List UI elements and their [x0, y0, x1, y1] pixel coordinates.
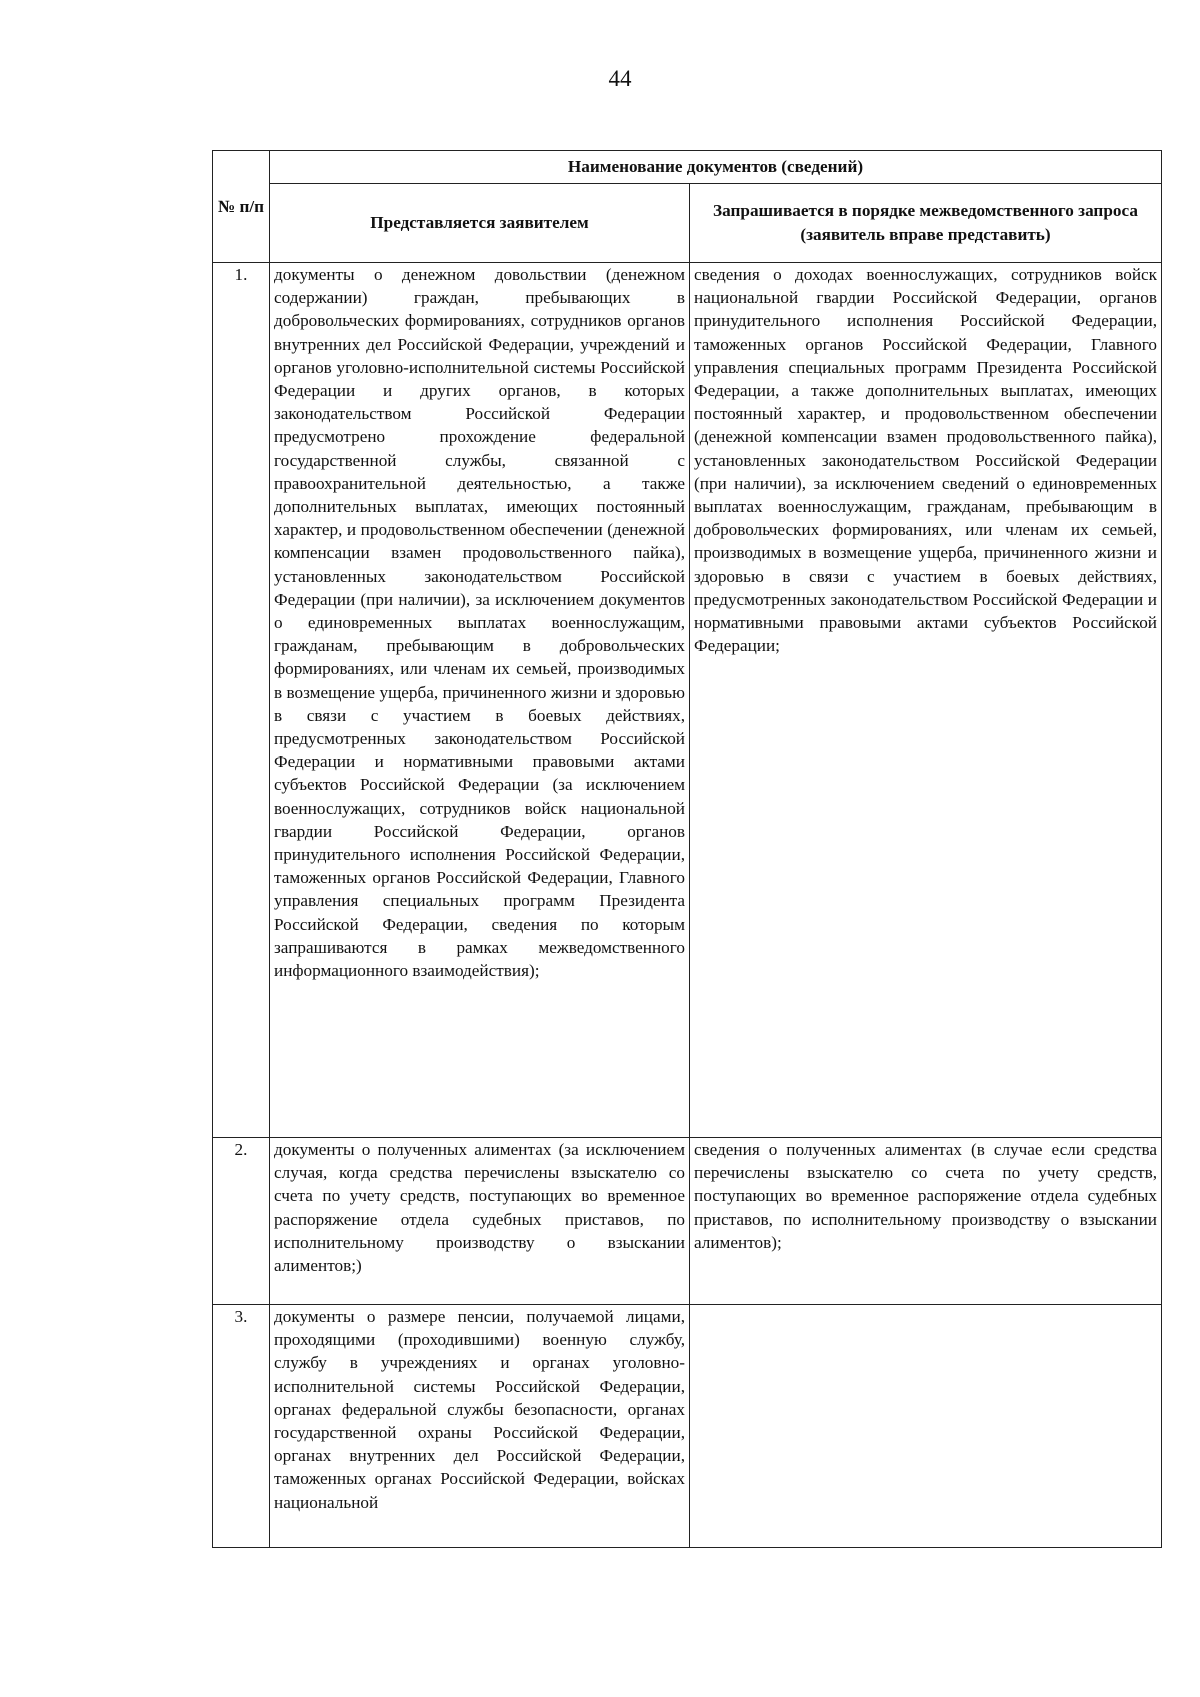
- header-provided-by-applicant: Представляется заявителем: [270, 184, 690, 263]
- row-left-text: документы о полученных алиментах (за исключением случая, когда средства перечислены взыскателю со счета по учету средств, поступающих во временное распоряжение отдела судебных приставов, по исполнительному производству о взыскании алиментов;): [270, 1138, 690, 1305]
- table-header-row: [213, 151, 1162, 184]
- header-interagency-request: Запрашивается в порядке межведомственного запроса (заявитель вправе представить): [690, 184, 1162, 263]
- table-row: [213, 1138, 1162, 1305]
- table-row: [213, 263, 1162, 1138]
- row-right-text: сведения о доходах военнослужащих, сотрудников войск национальной гвардии Российской Федерации, органов принудительного исполнения Российской Федерации, таможенных органов Российской Федерации, Главного управления специальных программ Президента Российской Федерации, а также дополнительных выплатах, имеющих постоянный характер, и продовольственном обеспечении (денежной компенсации взамен продовольственного пайка), установленных законодательством Российской Федерации (при наличии), за исключением сведений о единовременных выплатах военнослужащим, гражданам, пребывающим в добровольческих формированиях, или членам их семьей, производимых в возмещение ущерба, причиненного жизни и здоровью в связи с участием в боевых действиях, предусмотренных законодательством Российской Федерации и нормативными правовыми актами субъектов Российской Федерации;: [690, 263, 1162, 1138]
- documents-table: [212, 150, 1162, 1548]
- page-number: 44: [608, 66, 632, 91]
- table-subheader-row: [213, 184, 1162, 263]
- row-right-text: [690, 1305, 1162, 1548]
- header-group-title: Наименование документов (сведений): [270, 151, 1162, 184]
- row-number: 1.: [213, 263, 270, 1138]
- row-right-text: сведения о полученных алиментах (в случае если средства перечислены взыскателю со счета по учету средств, поступающих во временное распоряжение отдела судебных приставов, по исполнительному производству о взыскании алиментов);: [690, 1138, 1162, 1305]
- header-number: № п/п: [213, 151, 270, 263]
- row-number: 2.: [213, 1138, 270, 1305]
- row-left-text: документы о денежном довольствии (денежном содержании) граждан, пребывающих в добровольческих формированиях, сотрудников органов внутренних дел Российской Федерации, учреждений и органов уголовно-исполнительной системы Российской Федерации и других органов, в которых законодательством Российской Федерации предусмотрено прохождение федеральной государственной службы, связанной с правоохранительной деятельностью, а также дополнительных выплатах, имеющих постоянный характер, и продовольственном обеспечении (денежной компенсации взамен продовольственного пайка), установленных законодательством Российской Федерации (при наличии), за исключением документов о единовременных выплатах военнослужащим, гражданам, пребывающим в добровольческих формированиях, или членам их семьей, производимых в возмещение ущерба, причиненного жизни и здоровью в связи с участием в боевых действиях, предусмотренных законодательством Российской Федерации и нормативными правовыми актами субъектов Российской Федерации (за исключением военнослужащих, сотрудников войск национальной гвардии Российской Федерации, органов принудительного исполнения Российской Федерации, таможенных органов Российской Федерации, Главного управления специальных программ Президента Российской Федерации, сведения по которым запрашиваются в рамках межведомственного информационного взаимодействия);: [270, 263, 690, 1138]
- table-row: [213, 1305, 1162, 1548]
- row-left-text: документы о размере пенсии, получаемой лицами, проходящими (проходившими) военную службу, службу в учреждениях и органах уголовно-исполнительной системы Российской Федерации, органах федеральной службы безопасности, органах государственной охраны Российской Федерации, органах внутренних дел Российской Федерации, таможенных органах Российской Федерации, войсках национальной: [270, 1305, 690, 1548]
- row-number: 3.: [213, 1305, 270, 1548]
